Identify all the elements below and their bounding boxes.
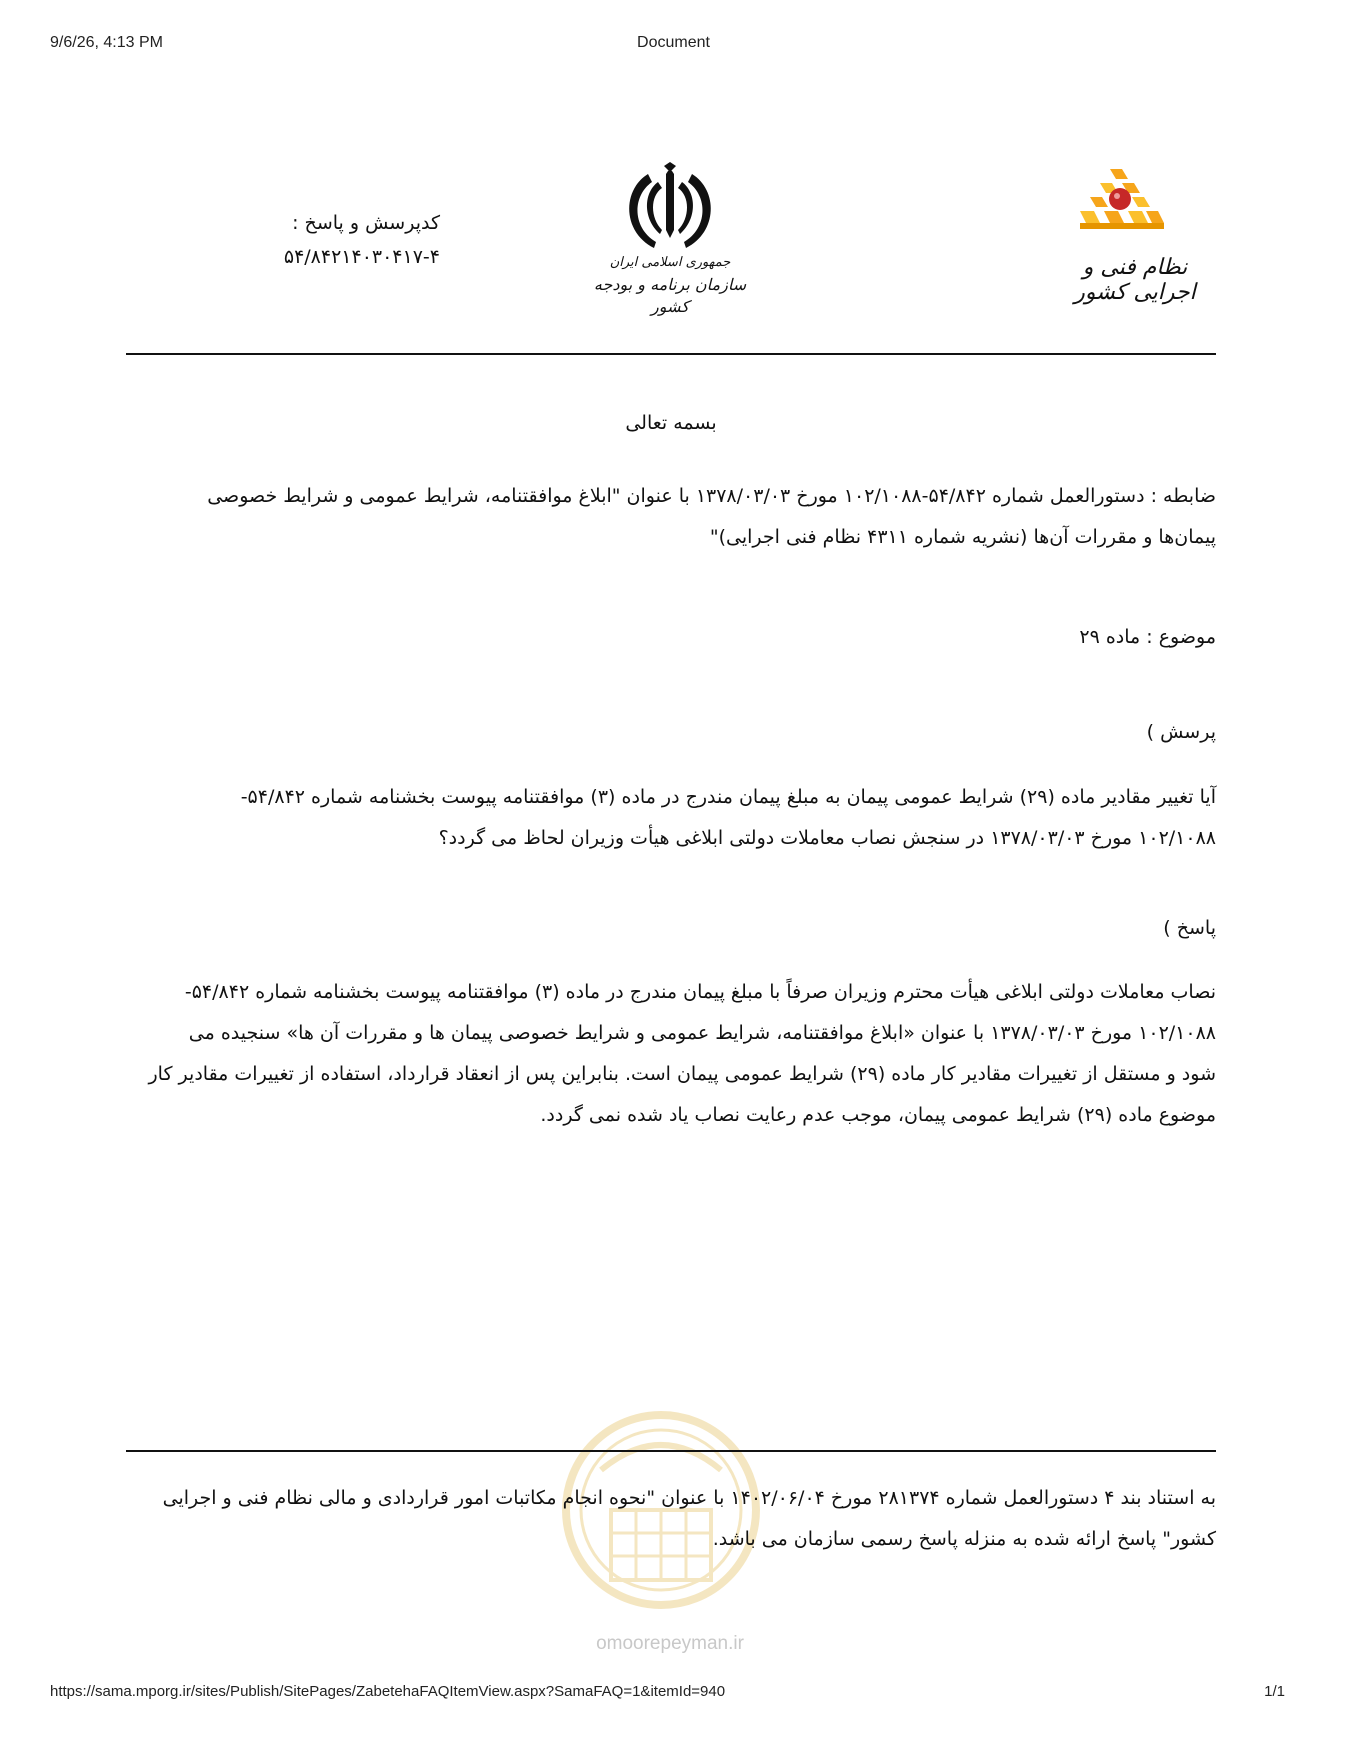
print-url: https://sama.mporg.ir/sites/Publish/SitePages/ZabetehaFAQItemView.aspx?SamaFAQ=1&itemId=940 (50, 1683, 726, 1700)
header-divider (126, 353, 1216, 355)
emblem-caption (590, 252, 750, 318)
answer-line: ۱۰۲/۱۰۸۸ مورخ ۱۳۷۸/۰۳/۰۳ با عنوان «ابلاغ موافقتنامه، شرایط عمومی و شرایط خصوصی پیمان ها و مقررات آن ها» سنجیده می (188, 1022, 1216, 1044)
faq-code-value: ۵۴/۸۴۲۱۴۰۳۰۴۱۷-۴ (283, 246, 440, 268)
answer-line: موضوع ماده (۲۹) شرایط عمومی پیمان، موجب عدم رعایت نصاب یاد شده نمی گردد. (540, 1104, 1216, 1126)
footer-note (126, 1478, 1216, 1560)
question-line: آیا تغییر مقادیر ماده (۲۹) شرایط عمومی پیمان به مبلغ پیمان مندرج در ماده (۳) موافقتنامه پیوست بخشنامه شماره ۵۴/۸۴۲- (240, 786, 1216, 808)
footer-note-line: به استناد بند ۴ دستورالعمل شماره ۲۸۱۳۷۴ مورخ ۱۴۰۲/۰۶/۰۴ با عنوان "نحوه انجام مکاتبات امور قراردادی و مالی نظام فنی و اجرایی (162, 1487, 1216, 1509)
question-heading: پرسش ) (1146, 721, 1216, 743)
footer-note-line: کشور" پاسخ ارائه شده به منزله پاسخ رسمی سازمان می باشد. (712, 1528, 1216, 1550)
print-title: Document (637, 34, 710, 51)
regulation-line: پیمان‌ها و مقررات آن‌ها (نشریه شماره ۴۳۱۱ نظام فنی اجرایی)" (709, 526, 1216, 548)
answer-line: شود و مستقل از تغییرات مقادیر کار ماده (۲۹) شرایط عمومی پیمان است. بنابراین پس از انعقاد قرارداد، استفاده از تغییرات مقادیر کار (148, 1063, 1216, 1085)
regulation-reference (126, 476, 1216, 558)
watermark-site: omoorepeyman.ir (596, 1633, 744, 1654)
emblem-caption-organization: سازمان برنامه و بودجه کشور (593, 275, 747, 316)
faq-code-label: کدپرسش و پاسخ : (292, 212, 440, 234)
faq-code-block (240, 206, 440, 274)
answer-line: نصاب معاملات دولتی ابلاغی هیأت محترم وزیران صرفاً با مبلغ پیمان مندرج در ماده (۳) موافقتنامه پیوست بخشنامه شماره ۵۴/۸۴۲- (184, 981, 1216, 1003)
print-datetime: 9/6/26, 4:13 PM (50, 34, 163, 51)
answer-heading: پاسخ ) (1163, 917, 1216, 939)
subject-line: موضوع : ماده ۲۹ (1079, 626, 1216, 648)
footer-divider (126, 1450, 1216, 1452)
regulation-line: ضابطه : دستورالعمل شماره ۵۴/۸۴۲-۱۰۲/۱۰۸۸ مورخ ۱۳۷۸/۰۳/۰۳ با عنوان "ابلاغ موافقتنامه، شرایط عمومی و شرایط خصوصی (207, 485, 1216, 507)
question-line: ۱۰۲/۱۰۸۸ مورخ ۱۳۷۸/۰۳/۰۳ در سنجش نصاب معاملات دولتی ابلاغی هیأت وزیران لحاظ می گردد؟ (438, 827, 1216, 849)
logo-caption: نظام فنی و اجرایی کشور (1074, 255, 1196, 305)
print-page-number: 1/1 (1264, 1683, 1285, 1700)
emblem-caption-country: جمهوری اسلامی ایران (609, 255, 731, 270)
basmala-heading: بسمه تعالی (625, 412, 717, 434)
answer-text (126, 972, 1216, 1136)
question-text (126, 777, 1216, 859)
